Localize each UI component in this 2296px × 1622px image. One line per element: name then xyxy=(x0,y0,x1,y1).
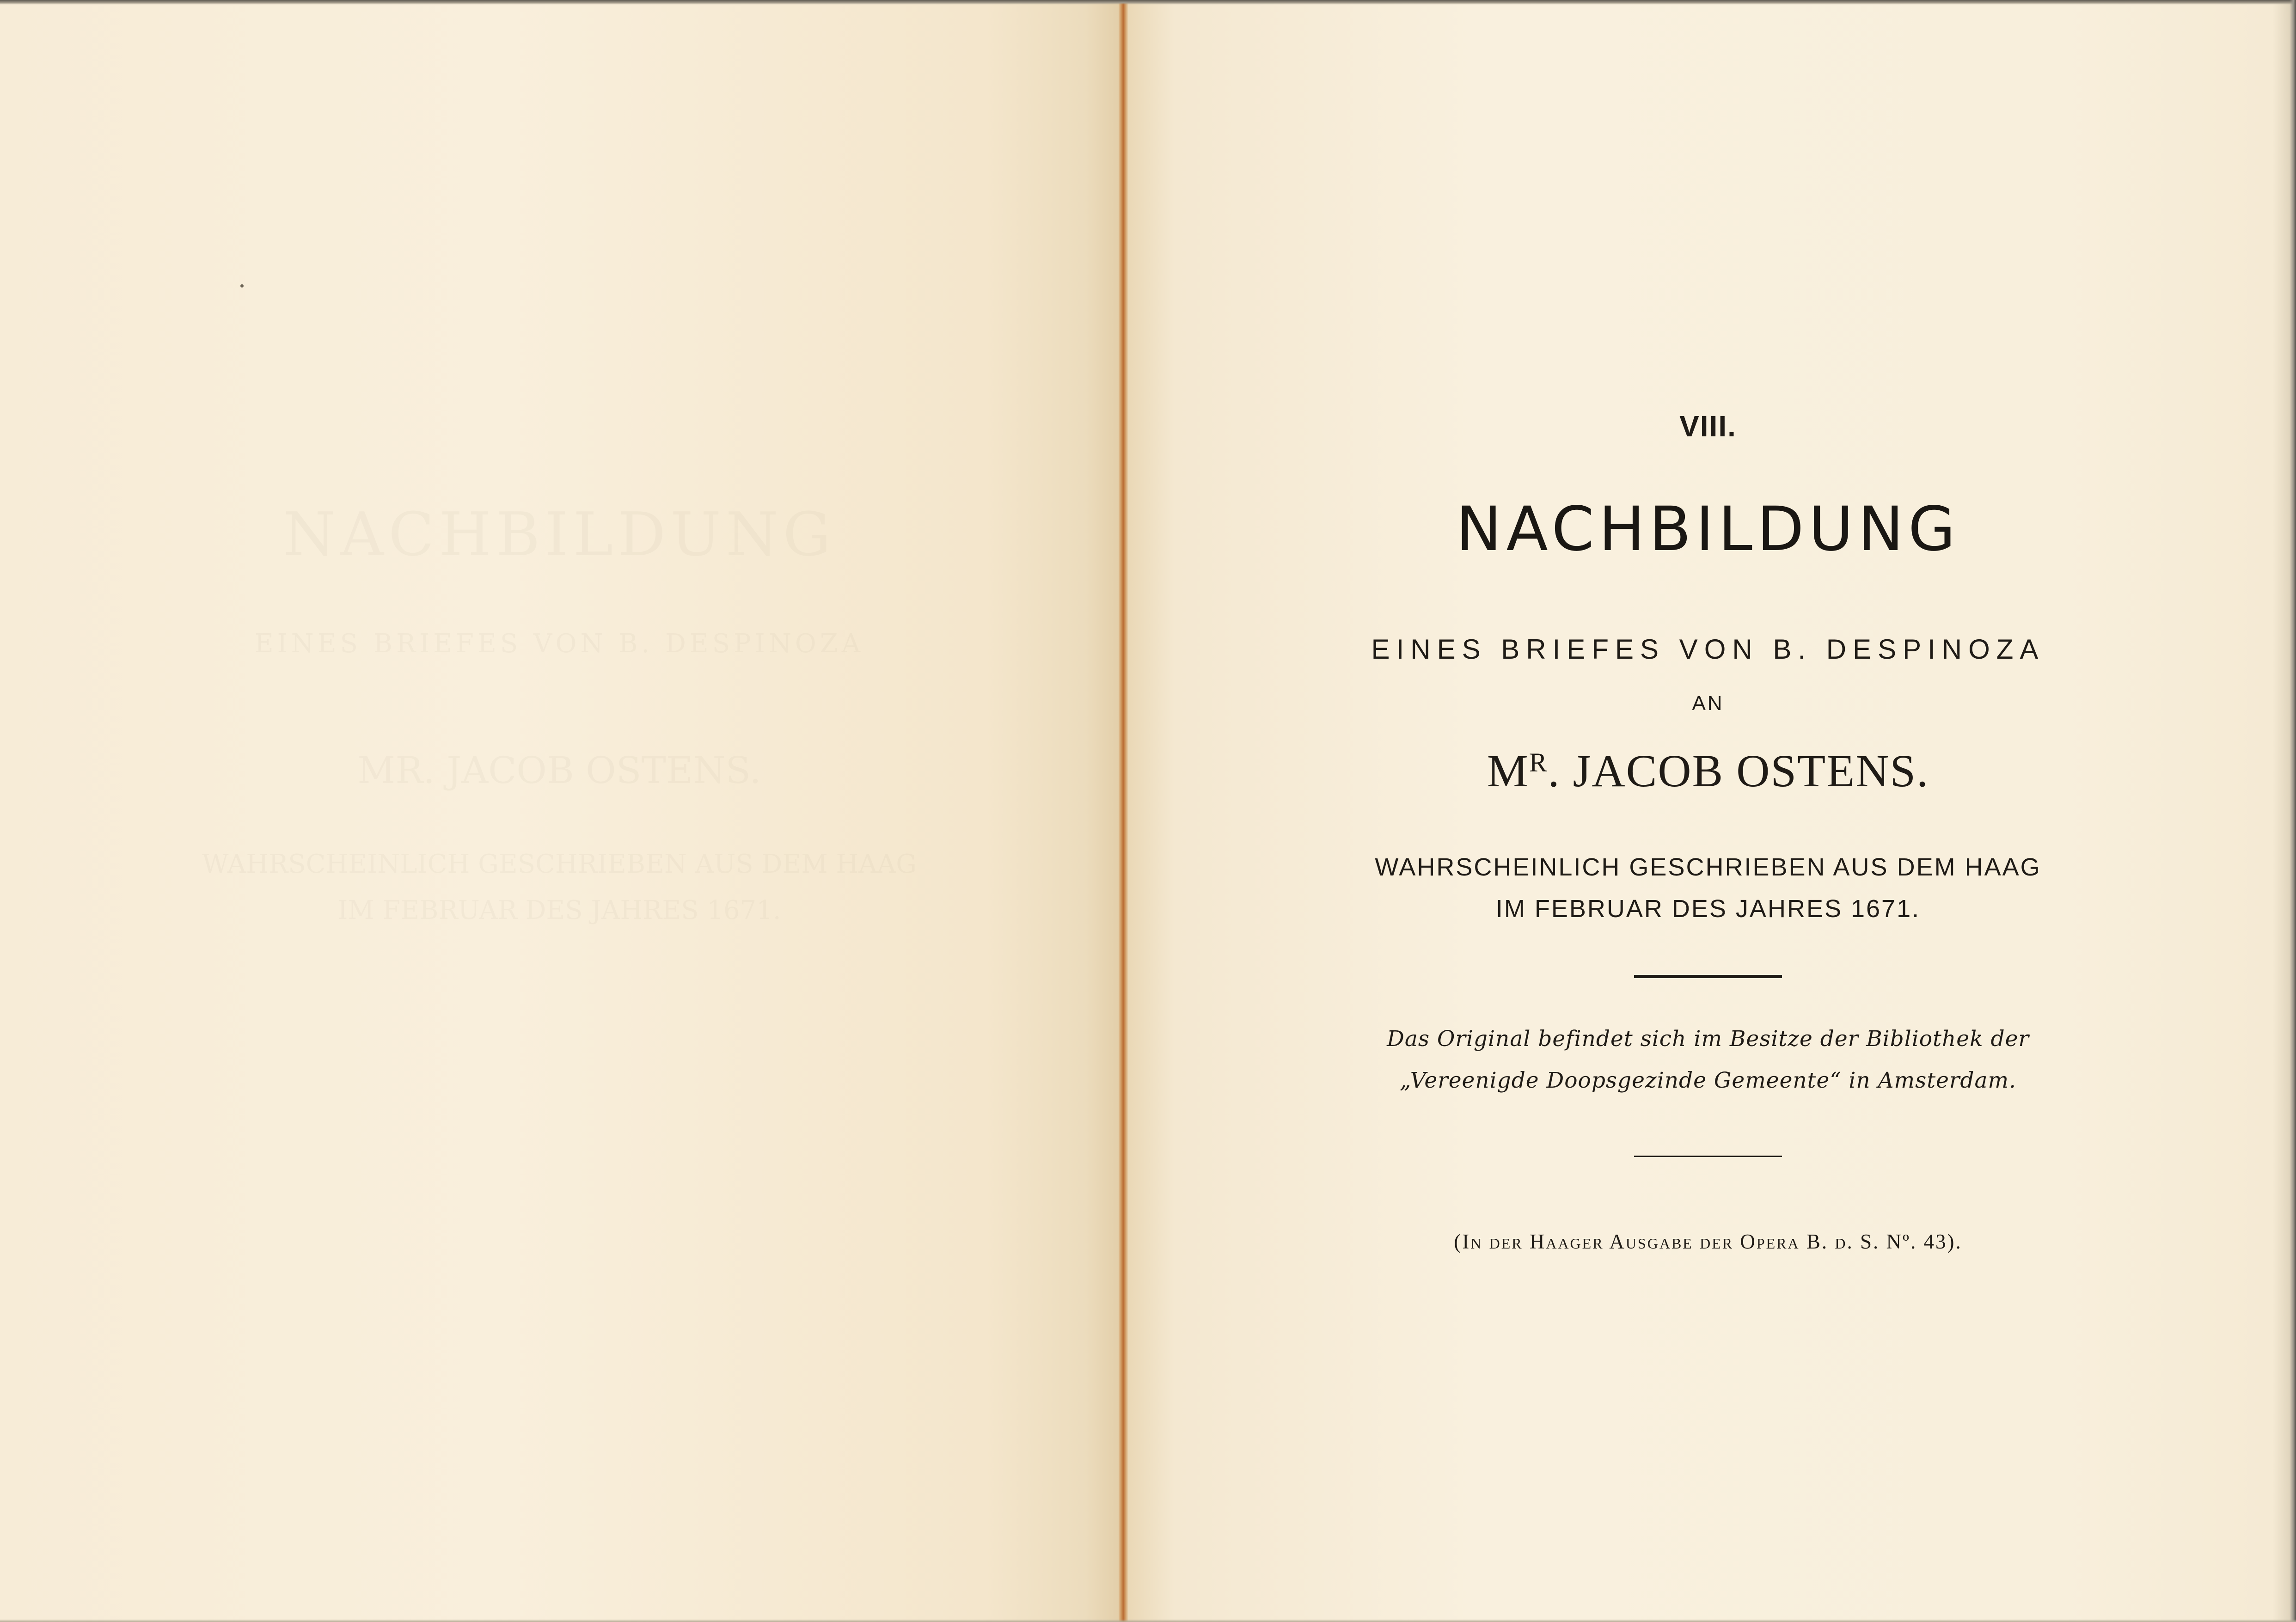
provenance-note-line-2: „Vereenigde Doopsgezinde Gemeente“ in Amsterdam. xyxy=(1400,1068,2016,1093)
main-title: NACHBILDUNG xyxy=(1456,494,1960,565)
left-page-blank xyxy=(0,0,1119,1622)
title-page-text xyxy=(1280,0,2136,1622)
subtitle: EINES BRIEFES VON B. DESPINOZA xyxy=(1371,634,2045,665)
provenance-note-line-1: Das Original befindet sich im Besitze der Bibliothek der xyxy=(1387,1026,2029,1052)
scan-edge-bottom xyxy=(0,1619,2296,1622)
paper-speck xyxy=(240,284,244,288)
connector-word: AN xyxy=(1692,692,1724,715)
scan-edge-right xyxy=(2290,0,2296,1622)
edition-reference: (In der Haager Ausgabe der Opera B. d. S. Nº. 43). xyxy=(1454,1230,1962,1253)
scan-edge-top xyxy=(0,0,2296,5)
origin-line-2: IM FEBRUAR DES JAHRES 1671. xyxy=(1495,895,1921,923)
recipient-name: . JACOB OSTENS. xyxy=(1548,745,1929,796)
recipient-superscript: R xyxy=(1529,747,1548,778)
section-numeral: VIII. xyxy=(1679,410,1737,443)
divider-rule-thin xyxy=(1634,1156,1782,1157)
divider-rule-thick xyxy=(1634,975,1782,978)
book-gutter xyxy=(1119,0,1128,1622)
recipient-line xyxy=(1280,744,2136,797)
origin-line-1: WAHRSCHEINLICH GESCHRIEBEN AUS DEM HAAG xyxy=(1375,853,2041,881)
recipient-prefix: M xyxy=(1487,745,1529,796)
